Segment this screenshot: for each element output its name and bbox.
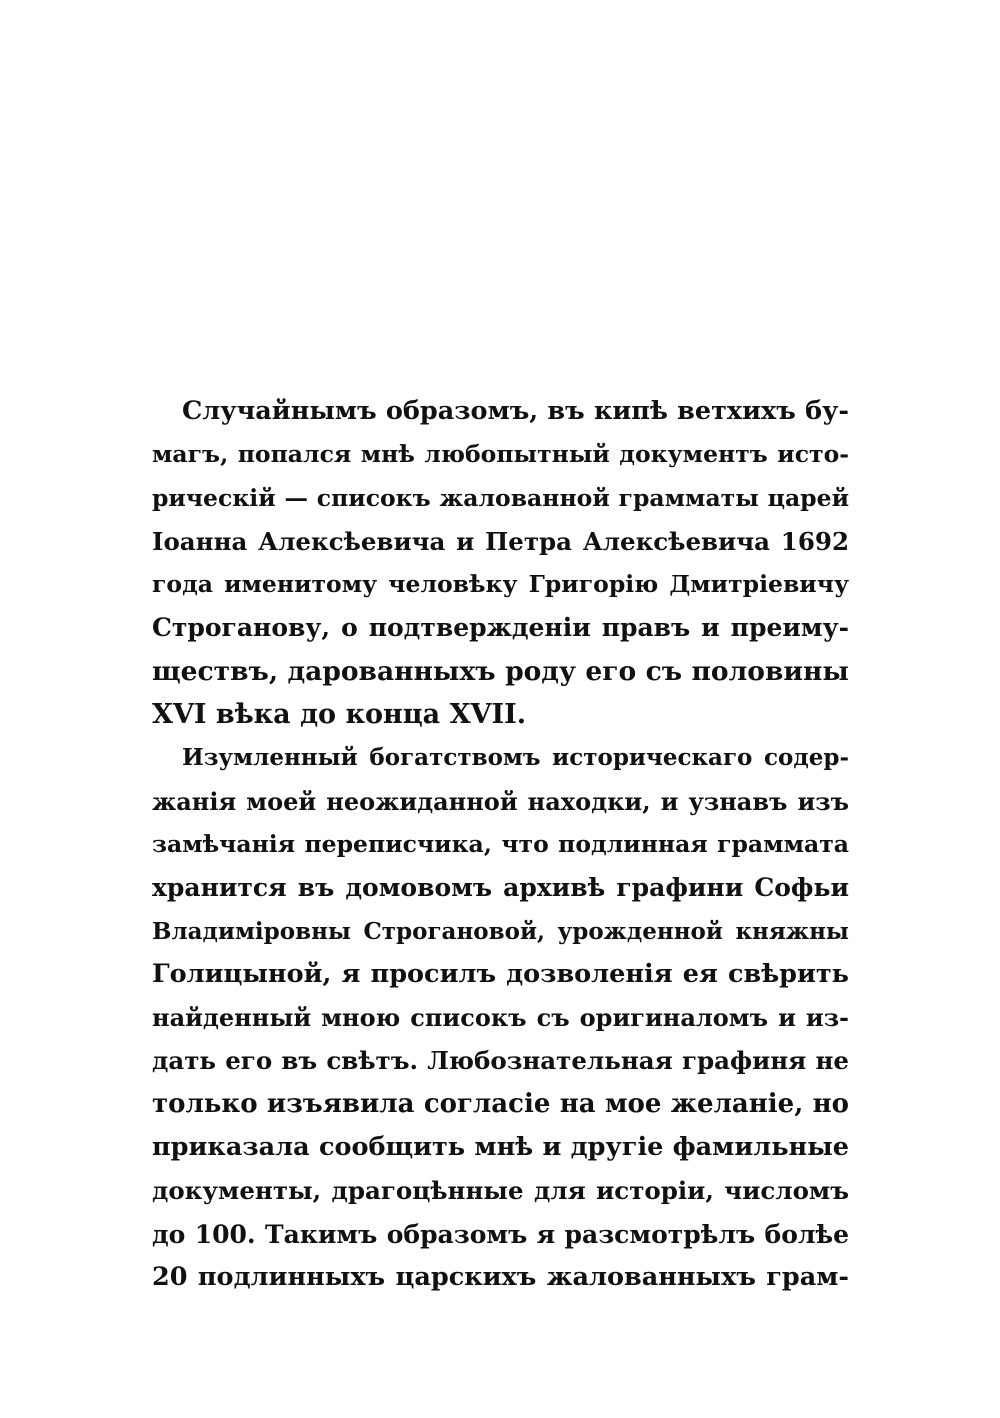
text-line: дать его въ свѣтъ. Любознательная графиня не — [152, 1046, 849, 1076]
text-line: магъ, попался мнѣ любопытный документъ исто- — [152, 440, 849, 469]
text-line: хранится въ домовомъ архивѣ графини Софьи — [152, 873, 849, 903]
text-line: приказала сообщить мнѣ и другіе фамильные — [152, 1132, 849, 1163]
text-line: Случайнымъ образомъ, въ кипѣ ветхихъ бу- — [182, 396, 849, 426]
paragraph-2 — [152, 736, 849, 1299]
paragraph-1 — [152, 390, 849, 736]
text-line: XVI вѣка до конца XVII. — [152, 699, 527, 731]
text-line: до 100. Такимъ образомъ я разсмотрѣлъ болѣе — [152, 1219, 849, 1249]
text-line: Изумленный богатствомъ историческаго содер- — [182, 744, 849, 772]
text-line: Іоанна Алексѣевича и Петра Алексѣевича 1692 — [152, 526, 849, 556]
text-line: Голицыной, я просилъ дозволенія ея свѣрить — [152, 958, 849, 989]
text-line: рическій — списокъ жалованной грамматы царей — [152, 483, 849, 512]
text-line: документы, драгоцѣнные для исторіи, числомъ — [152, 1176, 849, 1206]
text-line: жанія моей неожиданной находки, и узнавъ изъ — [152, 786, 849, 816]
text-line: Владиміровны Строгановой, урожденной княжны — [152, 917, 849, 945]
text-line: ществъ, дарованныхъ роду его съ половины — [152, 655, 849, 687]
text-line: 20 подлинныхъ царскихъ жалованныхъ грам- — [152, 1261, 849, 1292]
text-line: Строганову, о подтвержденіи правъ и преиму- — [152, 613, 849, 643]
text-line: замѣчанія переписчика, что подлинная граммата — [152, 829, 849, 858]
body-text — [152, 390, 849, 1299]
text-line: найденный мною списокъ съ оригиналомъ и из- — [152, 1003, 849, 1033]
text-line: года именитому человѣку Григорію Дмитріевичу — [152, 570, 849, 599]
text-line: только изъявила согласіе на мое желаніе, но — [152, 1088, 849, 1119]
